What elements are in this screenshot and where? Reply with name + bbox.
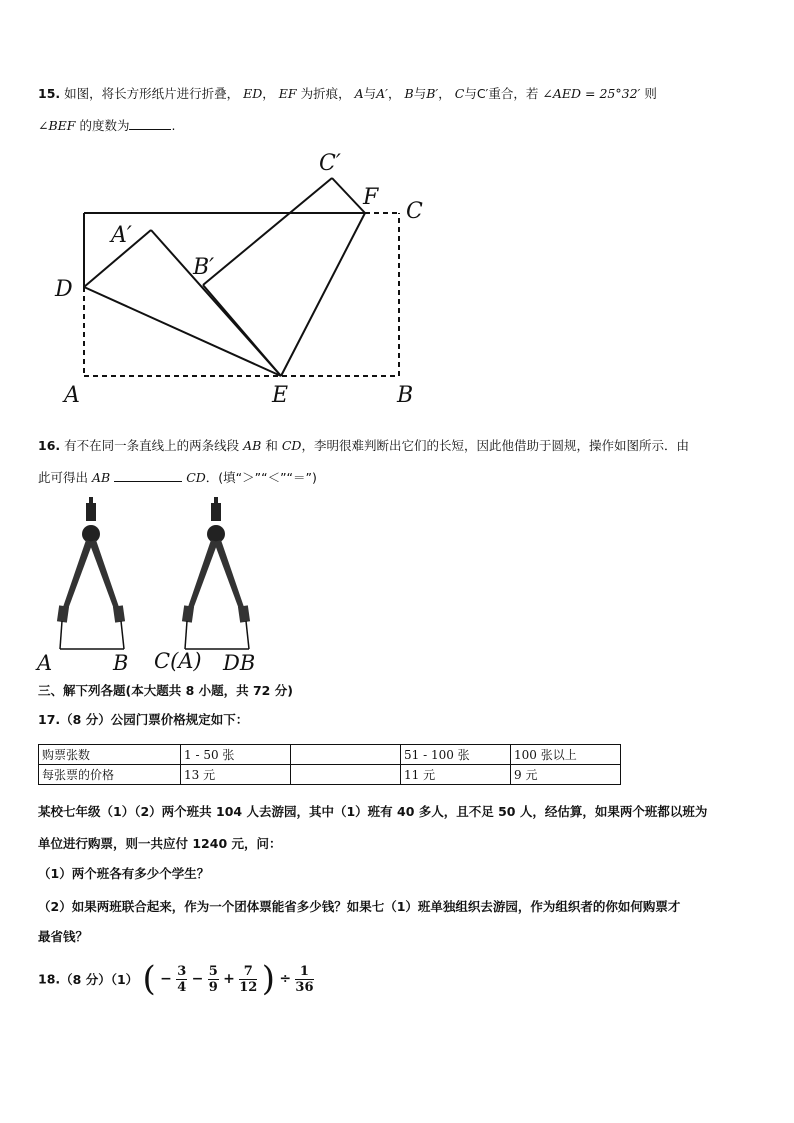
q16-line2: 此可得出 AB CD．(填“＞”“＜”“＝”) xyxy=(38,470,317,485)
q16-number: 16. xyxy=(38,438,61,453)
label-fig16-db: DB xyxy=(223,651,256,675)
table-cell: 购票张数 xyxy=(39,745,181,765)
label-c-prime: C′ xyxy=(319,151,341,176)
label-fig16-ca: C(A) xyxy=(154,649,202,673)
table-cell xyxy=(291,765,401,785)
label-f: F xyxy=(363,185,379,210)
table-cell: 11 元 xyxy=(401,765,511,785)
q15-ed: ED xyxy=(243,86,263,101)
q18-line: 18.（8 分）（1） ( − $\frac{3}{4}$ − $\frac{5}{9}$ + $\frac{7}{12}$ ) ÷ $\frac{1}{36}$ xyxy=(38,959,314,999)
q15-angle-aed: ∠AED = 25°32′ xyxy=(542,86,641,101)
q15-line1: 15. 如图，将长方形纸片进行折叠， ED， EF 为折痕， A与A′， B与B′， C与C′重合，若 ∠AED = 25°32′ 则 xyxy=(38,86,657,101)
q17-number: 17. xyxy=(38,712,61,727)
q15-text: 如图，将长方形纸片进行折叠， xyxy=(64,86,240,101)
compass-right xyxy=(182,497,250,649)
table-cell xyxy=(291,745,401,765)
table-row xyxy=(39,745,621,765)
label-b: B xyxy=(397,383,414,408)
q17-part1: （1）两个班各有多少个学生？ xyxy=(38,866,210,881)
q18-lparen: ( xyxy=(142,959,156,999)
q15-ef: EF xyxy=(278,86,297,101)
q18-rparen: ) xyxy=(261,959,275,999)
label-fig16-a: A xyxy=(37,651,53,675)
q18-fraction-1: $\frac{3}{4}$ xyxy=(177,963,187,995)
q17-part2a: （2）如果两班联合起来，作为一个团体票能省多少钱？如果七（1）班单独组织去游园，作为组织者的你如何购票才 xyxy=(38,899,681,914)
compass-left xyxy=(57,497,125,649)
q18-fraction-4: $\frac{1}{36}$ xyxy=(295,963,314,995)
table-cell: 1 - 50 张 xyxy=(181,745,291,765)
section-heading: 三、解下列各题(本大题共 8 小题，共 72 分) xyxy=(38,683,293,698)
table-cell: 51 - 100 张 xyxy=(401,745,511,765)
table-cell: 13 元 xyxy=(181,765,291,785)
q17-body2: 单位进行购票，则一共应付 1240 元，问： xyxy=(38,836,282,851)
label-d: D xyxy=(55,277,73,302)
q15-line2: ∠BEF 的度数为 . xyxy=(38,118,176,133)
table-row xyxy=(39,765,621,785)
q18-fraction-3: $\frac{7}{12}$ xyxy=(239,963,258,995)
ticket-price-table xyxy=(38,744,621,785)
label-a: A xyxy=(64,383,80,408)
q18-number: 18. xyxy=(38,971,61,987)
label-a-prime: A′ xyxy=(111,223,132,248)
q17-part2b: 最省钱？ xyxy=(38,929,89,944)
label-fig16-b: B xyxy=(113,651,129,675)
q17-body1: 某校七年级（1）（2）两个班共 104 人去游园，其中（1）班有 40 多人，且不足 50 人，经估算，如果两个班都以班为 xyxy=(38,804,708,819)
q15-angle-bef: ∠BEF xyxy=(38,118,76,133)
label-e: E xyxy=(272,383,289,408)
table-cell: 9 元 xyxy=(511,765,621,785)
label-b-prime: B′ xyxy=(193,255,215,280)
q15-number: 15. xyxy=(38,86,61,101)
table-cell: 100 张以上 xyxy=(511,745,621,765)
q16-line1: 16. 有不在同一条直线上的两条线段 AB 和 CD，李明很难判断出它们的长短，因此他借助于圆规，操作如图所示．由 xyxy=(38,438,689,453)
label-c: C xyxy=(406,199,423,224)
table-cell: 每张票的价格 xyxy=(39,765,181,785)
q17-intro: 17.（8 分）公园门票价格规定如下： xyxy=(38,712,249,727)
q18-fraction-2: $\frac{5}{9}$ xyxy=(208,963,218,995)
